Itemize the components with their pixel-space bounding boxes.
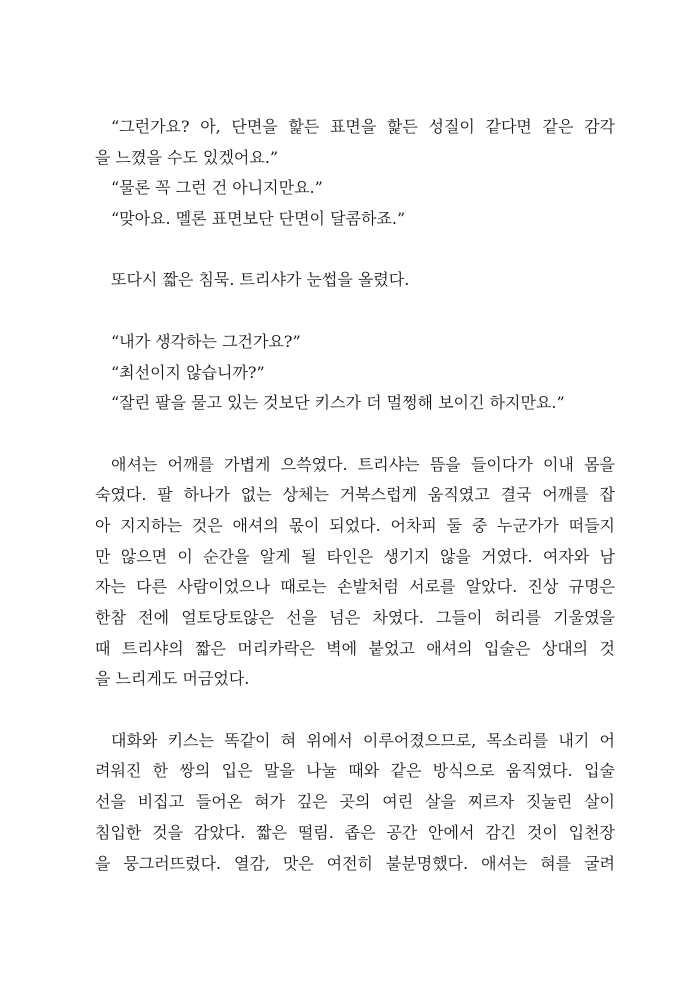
text-line: “맞아요. 멜론 표면보단 단면이 달콤하죠.” [111,209,406,229]
text-line: 애셔는 어깨를 가볍게 으쓱였다. 트리샤는 뜸을 들이다가 이내 몸을 [111,454,615,474]
text-line: 한참 전에 얼토당토않은 선을 넘은 차였다. 그들이 허리를 기울였을 [95,608,615,627]
text-line: 선을 비집고 들어온 혀가 깊은 곳의 여린 살을 찌르자 짓눌린 살이 [95,792,615,812]
text-line: 려워진 한 쌍의 입은 말을 나눌 때와 같은 방식으로 움직였다. 입술 [95,761,615,781]
text-line: 침입한 것을 감았다. 짧은 떨림. 좁은 공간 안에서 감긴 것이 입천장 [95,822,615,842]
body-text [95,112,615,879]
text-line: 대화와 키스는 똑같이 혀 위에서 이루어졌으므로, 목소리를 내기 어 [111,730,615,750]
paragraph-gap [95,695,615,726]
text-line: “물론 꼭 그런 건 아니지만요.” [111,178,323,198]
text-line: 만 않으면 이 순간을 알게 될 타인은 생기지 않을 거였다. 여자와 남 [95,546,615,566]
text-line: 을 느꼈을 수도 있겠어요.” [95,147,279,167]
text-line: 또다시 짧은 침묵. 트리샤가 눈썹을 올렸다. [111,270,410,290]
paragraph-gap [95,235,615,266]
text-line: 숙였다. 팔 하나가 없는 상체는 거북스럽게 움직였고 결국 어깨를 잡 [95,485,615,505]
text-line: “잘린 팔을 물고 있는 것보단 키스가 더 멀쩡해 보이긴 하지만요.” [111,393,565,413]
text-line: “내가 생각하는 그건가요?” [111,331,301,351]
text-line: “최선이지 않습니까?” [111,362,265,382]
text-line: “그런가요? 아, 단면을 핥든 표면을 핥든 성질이 같다면 같은 감각 [111,117,615,136]
text-line: 때 트리샤의 짧은 머리카락은 벽에 붙었고 애셔의 입술은 상대의 것 [95,638,615,658]
text-line: 자는 다른 사람이었으나 때로는 손발처럼 서로를 알았다. 진상 규명은 [95,577,615,597]
text-line: 을 느리게도 머금었다. [95,669,250,689]
text-line: 을 뭉그러뜨렸다. 열감, 맛은 여전히 불분명했다. 애셔는 혀를 굴려 [95,853,615,873]
paragraph-gap [95,419,615,450]
paragraph-gap [95,296,615,327]
text-line: 아 지지하는 것은 애셔의 몫이 되었다. 어차피 둘 중 누군가가 떠들지 [95,515,615,535]
